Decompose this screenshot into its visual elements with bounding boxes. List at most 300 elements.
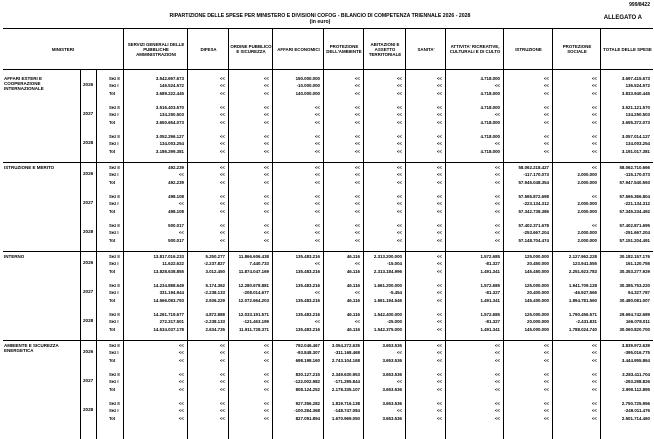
table-cell: 46.116 xyxy=(346,297,360,303)
document-title xyxy=(120,13,520,25)
table-cell: 13.828.638.855 xyxy=(153,268,184,274)
row-type-label: Tot xyxy=(109,208,116,214)
table-cell: << xyxy=(354,237,360,243)
table-cell: << xyxy=(396,179,402,185)
ministry-name: AFFARI ESTERI E COOPERAZIONE INTERNAZIONALE xyxy=(4,76,44,92)
table-cell: << xyxy=(591,76,597,81)
table-cell: << xyxy=(314,290,320,296)
column-header: PROTEZIONE DELL'AMBIENTE xyxy=(323,29,364,69)
table-body xyxy=(3,69,653,439)
table-cell: << xyxy=(314,193,320,199)
table-cell: << xyxy=(178,415,184,421)
year-label: 2028 xyxy=(83,229,94,235)
table-cell: 134.003.254 xyxy=(625,141,650,147)
table-cell: 135.483.216 xyxy=(295,311,320,317)
table-cell: << xyxy=(178,230,184,236)
table-cell: << xyxy=(494,172,500,178)
table-cell: << xyxy=(543,357,549,363)
table-cell: << xyxy=(263,172,269,178)
table-cell: << xyxy=(219,379,225,385)
table-cell: << xyxy=(263,357,269,363)
table-cell: 498.108 xyxy=(168,208,184,214)
table-cell: << xyxy=(263,208,269,214)
title-unit: (in euro) xyxy=(309,19,331,25)
row-type-label: Sez I xyxy=(109,172,119,178)
table-cell: 4.718.000 xyxy=(480,76,500,81)
table-cell: 2.000.000 xyxy=(577,201,597,207)
table-cell: << xyxy=(543,133,549,139)
table-cell: << xyxy=(263,222,269,228)
table-cell: << xyxy=(354,222,360,228)
table-cell: << xyxy=(314,261,320,267)
table-cell: << xyxy=(396,104,402,110)
table-cell: 58.062.218.427 xyxy=(518,165,549,170)
table-cell: << xyxy=(436,371,442,377)
table-cell: << xyxy=(263,179,269,185)
table-cell: << xyxy=(543,350,549,356)
table-cell: -2.237.827 xyxy=(204,261,225,267)
table-cell: << xyxy=(219,208,225,214)
table-cell: << xyxy=(219,371,225,377)
table-cell: << xyxy=(543,112,549,118)
table-cell: << xyxy=(436,237,442,243)
table-cell: << xyxy=(396,83,402,89)
table-cell: << xyxy=(178,408,184,414)
table-cell: << xyxy=(263,350,269,356)
table-cell: -311.168.468 xyxy=(334,350,360,356)
table-cell: << xyxy=(494,408,500,414)
table-cell: << xyxy=(314,119,320,125)
table-cell: 125.000.000 xyxy=(524,311,549,317)
column-header: TOTALE DELLE SPESE xyxy=(600,29,654,69)
year-label: 2027 xyxy=(83,289,94,295)
table-cell: -223.134.312 xyxy=(523,201,549,207)
table-cell: << xyxy=(494,208,500,214)
table-cell: 3.052.296.127 xyxy=(155,133,184,139)
table-cell: << xyxy=(494,415,500,421)
table-cell: 3.653.536 xyxy=(382,371,402,377)
table-cell: << xyxy=(591,400,597,406)
row-type-label: Sez II xyxy=(109,282,120,288)
table-cell: 12.280.678.881 xyxy=(238,282,269,288)
table-cell: << xyxy=(219,112,225,118)
column-rule xyxy=(187,69,188,439)
table-cell: << xyxy=(219,400,225,406)
table-cell: << xyxy=(263,76,269,81)
table-cell: << xyxy=(354,148,360,154)
table-cell: -249.011.476 xyxy=(624,408,650,414)
table-cell: 1.670.969.050 xyxy=(331,415,360,421)
table-cell: << xyxy=(436,179,442,185)
table-cell: << xyxy=(494,386,500,392)
row-type-label: Tot xyxy=(109,179,116,185)
table-cell: << xyxy=(178,343,184,348)
table-cell: << xyxy=(494,350,500,356)
table-cell: << xyxy=(436,133,442,139)
ministry-separator xyxy=(3,162,653,163)
table-cell: << xyxy=(436,350,442,356)
table-cell: 3.191.017.381 xyxy=(621,148,650,154)
table-cell: 145.000.000 xyxy=(524,326,549,332)
table-cell: 14.261.719.677 xyxy=(153,311,184,317)
ministry-name: AMBIENTE E SICUREZZA ENERGETICA xyxy=(4,343,59,354)
table-cell: << xyxy=(178,357,184,363)
table-cell: << xyxy=(396,379,402,385)
table-cell: << xyxy=(354,141,360,147)
table-cell: 14.534.037.178 xyxy=(153,326,184,332)
table-cell: << xyxy=(591,90,597,96)
column-header: ORDINE PUBBLICO E SICUREZZA xyxy=(228,29,273,69)
table-cell: 500.017 xyxy=(168,222,184,228)
column-header: ISTRUZIONE xyxy=(503,29,553,69)
table-cell: 4.718.000 xyxy=(480,104,500,110)
table-cell: 2.936.229 xyxy=(205,297,225,303)
table-cell: 14.566.083.793 xyxy=(153,297,184,303)
ministry-separator xyxy=(3,340,653,341)
table-cell: << xyxy=(178,379,184,385)
table-cell: << xyxy=(314,104,320,110)
table-cell: 4.872.888 xyxy=(205,311,225,317)
table-cell: -148.747.084 xyxy=(334,408,360,414)
table-cell: << xyxy=(436,104,442,110)
table-cell: << xyxy=(219,179,225,185)
row-type-label: Sez I xyxy=(109,141,119,147)
row-type-label: Sez II xyxy=(109,133,120,139)
table-cell: 3.689.222.445 xyxy=(155,90,184,96)
table-cell: 57.565.872.698 xyxy=(518,193,549,199)
table-cell: << xyxy=(263,112,269,118)
table-cell: 5.174.362 xyxy=(205,282,225,288)
table-cell: << xyxy=(314,172,320,178)
table-cell: << xyxy=(591,141,597,147)
ministry-name: ISTRUZIONE E MERITO xyxy=(4,165,55,170)
table-cell: << xyxy=(436,222,442,228)
row-type-label: Sez II xyxy=(109,165,120,170)
table-cell: 808.124.252 xyxy=(295,386,320,392)
table-cell: -81.327 xyxy=(485,290,500,296)
table-cell: << xyxy=(396,90,402,96)
table-cell: 927.356.282 xyxy=(295,400,320,406)
row-type-label: Sez II xyxy=(109,104,120,110)
table-cell: << xyxy=(494,343,500,348)
table-cell: -81.327 xyxy=(485,319,500,325)
table-cell: << xyxy=(436,268,442,274)
table-cell: << xyxy=(263,230,269,236)
table-cell: 30.060.820.700 xyxy=(619,326,650,332)
table-cell: 13.817.016.233 xyxy=(153,254,184,259)
table-cell: << xyxy=(494,400,500,406)
table-cell: << xyxy=(396,408,402,414)
table-cell: 2.313.200.000 xyxy=(373,254,402,259)
column-header: ATTIVITA' RICREATIVE, CULTURALI E DI CULTO xyxy=(445,29,504,69)
table-cell: 3.839.972.639 xyxy=(621,343,650,348)
table-cell: 2.313.184.996 xyxy=(373,268,402,274)
table-cell: 3.444.955.864 xyxy=(621,357,650,363)
table-cell: << xyxy=(219,104,225,110)
table-cell: << xyxy=(591,133,597,139)
table-cell: << xyxy=(178,172,184,178)
table-cell: << xyxy=(543,415,549,421)
table-cell: << xyxy=(591,83,597,89)
column-rule xyxy=(600,69,601,439)
year-label: 2028 xyxy=(83,318,94,324)
table-cell: -117.170.073 xyxy=(523,172,549,178)
table-cell: 792.046.467 xyxy=(295,343,320,348)
table-cell: << xyxy=(543,104,549,110)
table-cell: 57.148.704.474 xyxy=(518,237,549,243)
table-cell: << xyxy=(543,148,549,154)
table-cell: -122.002.982 xyxy=(294,379,320,385)
table-cell: 146.524.572 xyxy=(159,83,184,89)
table-cell: << xyxy=(436,400,442,406)
table-cell: << xyxy=(263,237,269,243)
table-cell: 3.653.536 xyxy=(382,357,402,363)
table-cell: << xyxy=(494,179,500,185)
column-rule xyxy=(96,69,97,439)
table-cell: << xyxy=(494,237,500,243)
table-cell: 57.947.540.593 xyxy=(619,179,650,185)
table-cell: << xyxy=(494,165,500,170)
column-header: SANITA' xyxy=(405,29,446,69)
table-cell: 4.718.000 xyxy=(480,90,500,96)
table-cell: << xyxy=(354,201,360,207)
table-cell: << xyxy=(494,141,500,147)
table-cell: -208.014.677 xyxy=(243,290,269,296)
row-type-label: Sez I xyxy=(109,408,119,414)
table-cell: 3.521.121.570 xyxy=(621,104,650,110)
table-cell: << xyxy=(396,237,402,243)
table-cell: 2.000.000 xyxy=(577,179,597,185)
table-cell: << xyxy=(396,201,402,207)
table-cell: -395.016.775 xyxy=(624,350,650,356)
table-cell: 145.400.000 xyxy=(524,297,549,303)
table-cell: 2.000.000 xyxy=(577,208,597,214)
column-rule xyxy=(445,69,446,439)
table-cell: << xyxy=(263,201,269,207)
table-cell: << xyxy=(436,379,442,385)
table-cell: << xyxy=(436,311,442,317)
year-label: 2027 xyxy=(83,200,94,206)
table-cell: 135.483.216 xyxy=(295,326,320,332)
table-cell: << xyxy=(314,208,320,214)
table-cell: << xyxy=(263,379,269,385)
table-cell: << xyxy=(263,133,269,139)
page-code: 999/8422 xyxy=(629,2,650,8)
table-cell: 136.524.572 xyxy=(625,83,650,89)
table-cell: << xyxy=(219,193,225,199)
table-cell: << xyxy=(543,90,549,96)
table-cell: 30.480.081.007 xyxy=(619,297,650,303)
table-cell: << xyxy=(436,386,442,392)
table-cell: << xyxy=(396,222,402,228)
table-cell: << xyxy=(263,165,269,170)
table-cell: << xyxy=(263,371,269,377)
table-cell: << xyxy=(436,208,442,214)
column-rule xyxy=(123,69,124,439)
table-cell: 30.182.157.176 xyxy=(619,254,650,259)
table-cell: << xyxy=(494,371,500,377)
ministry-name: INTERNO xyxy=(4,254,25,259)
table-cell: 331.194.944 xyxy=(159,290,184,296)
table-cell: << xyxy=(591,343,597,348)
table-cell: 492.239 xyxy=(168,165,184,170)
table-cell: 46.116 xyxy=(346,326,360,332)
table-cell: << xyxy=(436,357,442,363)
table-cell: << xyxy=(591,193,597,199)
table-cell: << xyxy=(494,222,500,228)
table-cell: 3.653.536 xyxy=(382,343,402,348)
table-cell: -15.004 xyxy=(387,261,402,267)
table-cell: << xyxy=(396,141,402,147)
table-cell: -221.134.312 xyxy=(624,201,650,207)
table-cell: 3.653.536 xyxy=(382,415,402,421)
table-cell: << xyxy=(436,141,442,147)
table-cell: 1.788.024.740 xyxy=(568,326,597,332)
table-cell: << xyxy=(436,201,442,207)
table-cell: << xyxy=(436,290,442,296)
table-cell: << xyxy=(494,357,500,363)
table-cell: -2.431.831 xyxy=(576,319,597,325)
table-cell: 1.572.685 xyxy=(480,254,500,259)
table-cell: << xyxy=(354,208,360,214)
table-cell: 3.057.014.127 xyxy=(621,133,650,139)
table-cell: 30.385.753.220 xyxy=(619,282,650,288)
year-label: 2026 xyxy=(83,260,94,266)
table-cell: << xyxy=(314,230,320,236)
table-cell: << xyxy=(436,319,442,325)
table-cell: << xyxy=(219,415,225,421)
row-type-label: Tot xyxy=(109,148,116,154)
row-type-label: Sez I xyxy=(109,350,119,356)
table-cell: << xyxy=(591,148,597,154)
table-cell: << xyxy=(543,371,549,377)
table-cell: 57.566.366.804 xyxy=(619,193,650,199)
year-label: 2027 xyxy=(83,111,94,117)
table-cell: << xyxy=(436,282,442,288)
table-cell: << xyxy=(178,400,184,406)
year-label: 2026 xyxy=(83,349,94,355)
table-cell: 3.542.697.673 xyxy=(155,76,184,81)
row-type-label: Tot xyxy=(109,326,116,332)
table-cell: << xyxy=(354,104,360,110)
table-cell: -5.454 xyxy=(389,290,402,296)
table-cell: << xyxy=(396,133,402,139)
table-cell: << xyxy=(354,165,360,170)
table-cell: 135.483.216 xyxy=(295,268,320,274)
table-cell: << xyxy=(436,90,442,96)
table-cell: 1.661.200.000 xyxy=(373,282,402,288)
table-cell: -25.000 xyxy=(387,319,402,325)
row-type-label: Sez I xyxy=(109,290,119,296)
table-cell: 166.078.011 xyxy=(625,319,650,325)
table-cell: 11.911.728.371 xyxy=(238,326,269,332)
table-cell: 2.127.962.228 xyxy=(568,254,597,259)
table-cell: << xyxy=(436,297,442,303)
table-cell: << xyxy=(219,76,225,81)
table-cell: 2.000.000 xyxy=(577,172,597,178)
row-type-label: Tot xyxy=(109,357,116,363)
row-type-label: Sez I xyxy=(109,201,119,207)
table-cell: 14.234.888.649 xyxy=(153,282,184,288)
table-cell: << xyxy=(591,357,597,363)
table-cell: << xyxy=(314,237,320,243)
column-rule xyxy=(405,69,406,439)
column-rule xyxy=(323,69,324,439)
row-type-label: Sez I xyxy=(109,230,119,236)
table-cell: << xyxy=(494,201,500,207)
table-cell: 500.017 xyxy=(168,237,184,243)
table-cell: 3.833.940.445 xyxy=(621,90,650,96)
table-cell: << xyxy=(543,400,549,406)
table-cell: << xyxy=(396,112,402,118)
table-cell: 57.402.871.695 xyxy=(619,222,650,228)
row-type-label: Tot xyxy=(109,119,116,125)
table-cell: << xyxy=(219,343,225,348)
table-cell: 12.033.191.571 xyxy=(238,311,269,317)
table-cell: -81.327 xyxy=(485,261,500,267)
table-cell: << xyxy=(314,165,320,170)
table-cell: 135.483.216 xyxy=(295,254,320,259)
column-header: SERVIZI GENERALI DELLE PUBBLICHE AMMINISTRAZIONI xyxy=(123,29,188,69)
table-cell: << xyxy=(263,193,269,199)
table-cell: << xyxy=(354,261,360,267)
table-cell: << xyxy=(436,193,442,199)
table-cell: 46.116 xyxy=(346,268,360,274)
table-cell: -115.170.073 xyxy=(624,172,650,178)
table-cell: << xyxy=(543,83,549,89)
table-cell: << xyxy=(219,357,225,363)
table-cell: -93.848.307 xyxy=(296,350,320,356)
table-cell: -293.298.826 xyxy=(624,379,650,385)
column-header: MINISTERI xyxy=(51,46,75,52)
table-cell: 2.000.000 xyxy=(577,237,597,243)
table-cell: << xyxy=(543,141,549,147)
allegato-label: ALLEGATO A xyxy=(603,15,642,21)
table-cell: << xyxy=(396,208,402,214)
table-cell: << xyxy=(219,350,225,356)
row-type-label: Tot xyxy=(109,415,116,421)
table-cell: 2.349.630.953 xyxy=(331,371,360,377)
year-label: 2026 xyxy=(83,82,94,88)
table-cell: << xyxy=(354,179,360,185)
table-header xyxy=(3,28,653,70)
table-cell: 4.718.000 xyxy=(480,133,500,139)
column-rule xyxy=(228,69,229,439)
table-cell: << xyxy=(591,350,597,356)
table-cell: 1.790.456.571 xyxy=(568,311,597,317)
table-cell: 161.120.755 xyxy=(625,261,650,267)
table-cell: -2.238.133 xyxy=(204,319,225,325)
table-cell: 125.000.000 xyxy=(524,282,549,288)
table-cell: 492.239 xyxy=(168,179,184,185)
table-cell: 1.894.781.560 xyxy=(568,297,597,303)
table-cell: -100.284.368 xyxy=(294,408,320,414)
table-cell: 1.491.341 xyxy=(480,297,500,303)
table-cell: << xyxy=(219,172,225,178)
table-cell: << xyxy=(219,133,225,139)
ministry-separator xyxy=(3,251,653,252)
table-cell: << xyxy=(219,119,225,125)
table-cell: << xyxy=(436,326,442,332)
row-type-label: Tot xyxy=(109,268,116,274)
row-type-label: Tot xyxy=(109,386,116,392)
row-type-label: Tot xyxy=(109,90,116,96)
table-cell: 46.116 xyxy=(346,311,360,317)
table-cell: << xyxy=(436,76,442,81)
table-cell: 2.251.923.783 xyxy=(568,268,597,274)
table-cell: 58.062.710.666 xyxy=(619,165,650,170)
table-cell: << xyxy=(396,172,402,178)
